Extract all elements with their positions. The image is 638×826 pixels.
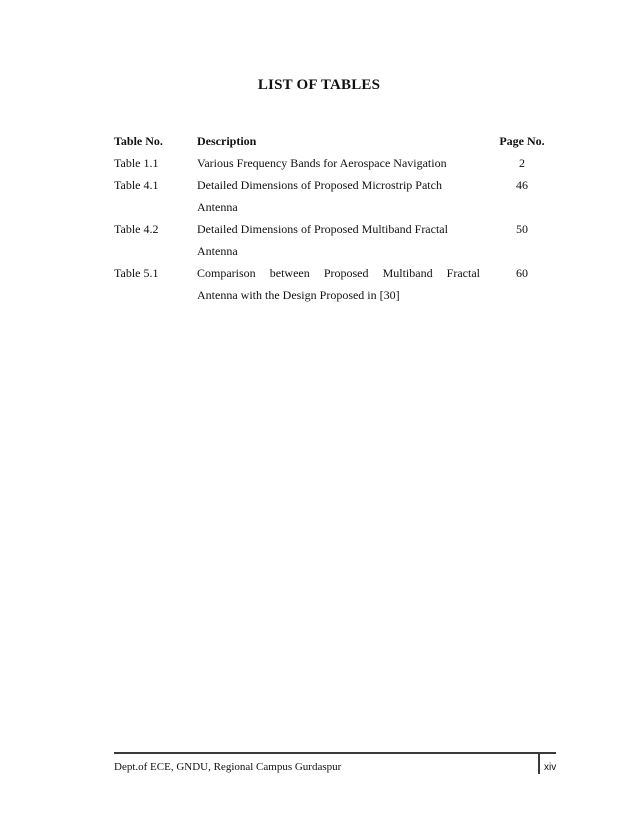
table-page-number: 50 xyxy=(516,222,528,236)
footer-rule xyxy=(114,752,556,754)
table-row xyxy=(114,174,556,218)
table-header-row xyxy=(114,130,556,152)
description-line: Antenna xyxy=(197,200,238,214)
table-number: Table 1.1 xyxy=(114,156,159,170)
footer-page-number: xiv xyxy=(544,762,557,773)
table-number: Table 5.1 xyxy=(114,266,159,280)
header-page-no: Page No. xyxy=(499,134,545,148)
table-row xyxy=(114,218,556,262)
description-line: Comparison between Proposed Multiband Fractal xyxy=(197,266,480,280)
footer-department: Dept.of ECE, GNDU, Regional Campus Gurdaspur xyxy=(114,761,342,773)
table-page-number: 60 xyxy=(516,266,528,280)
page-title: LIST OF TABLES xyxy=(257,77,381,93)
footer-page-divider xyxy=(538,752,540,774)
table-row xyxy=(114,152,556,174)
header-description: Description xyxy=(197,134,257,148)
table-number: Table 4.2 xyxy=(114,222,159,236)
table-description xyxy=(197,218,480,262)
description-line: Antenna with the Design Proposed in [30] xyxy=(197,288,400,302)
description-line: Antenna xyxy=(197,244,238,258)
description-line: Detailed Dimensions of Proposed Microstrip Patch xyxy=(197,178,442,192)
table-description xyxy=(197,152,480,174)
list-of-tables xyxy=(114,130,556,306)
page-footer xyxy=(114,752,556,778)
table-row xyxy=(114,262,556,306)
description-line: Various Frequency Bands for Aerospace Navigation xyxy=(197,156,447,170)
header-table-no: Table No. xyxy=(114,134,163,148)
table-page-number: 2 xyxy=(519,156,525,170)
table-description xyxy=(197,174,480,218)
table-number: Table 4.1 xyxy=(114,178,159,192)
description-line: Detailed Dimensions of Proposed Multiband Fractal xyxy=(197,222,448,236)
table-description xyxy=(197,262,480,306)
table-page-number: 46 xyxy=(516,178,528,192)
